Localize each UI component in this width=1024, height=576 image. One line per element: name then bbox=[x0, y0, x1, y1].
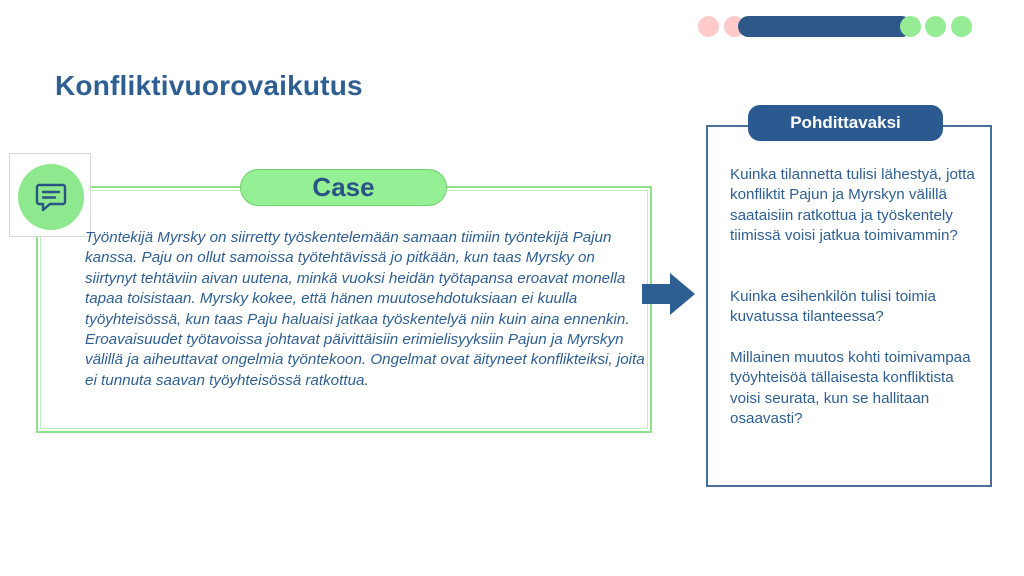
case-icon-frame bbox=[9, 153, 91, 237]
chat-bubble-icon bbox=[32, 178, 70, 216]
reflection-question-3: Millainen muutos kohti toimivampaa työyhteisöä tällaisesta konfliktista voisi seurata, kun se hallitaan osaavasti? bbox=[730, 349, 971, 428]
reflection-question-2: Kuinka esihenkilön tulisi toimia kuvatussa tilanteessa? bbox=[730, 288, 936, 326]
case-label: Case bbox=[240, 169, 447, 206]
reflection-label: Pohdittavaksi bbox=[748, 105, 943, 141]
reflection-question-1: Kuinka tilannetta tulisi lähestyä, jotta konfliktit Pajun ja Myrskyn välillä saataisiin ratkottua ja työskentely tiimissä voisi jatkua toimivammin? bbox=[730, 166, 975, 245]
decor-dot-pink-1 bbox=[698, 16, 719, 37]
decor-dot-green-2 bbox=[925, 16, 946, 37]
case-icon-circle bbox=[18, 164, 84, 230]
arrow-right-icon bbox=[642, 272, 696, 316]
decor-dot-green-1 bbox=[900, 16, 921, 37]
decor-progress-bar bbox=[738, 16, 912, 37]
case-description: Työntekijä Myrsky on siirretty työskentelemään samaan tiimiin työntekijä Pajun kanssa. Paju on ollut samoissa työtehtävissä jo pitkään, kun taas Myrsky on siirtynyt tehtäviin aivan uutena, minkä vuoksi heidän työtapansa eroavat monella tapaa toisistaan. Myrsky kokee, että hänen muutosehdotuksiaan ei kuulla työyhteisössä, kun taas Paju haluaisi jatkaa työskentelyä niin kuin aina ennenkin. Eroavaisuudet työtavoissa johtavat päivittäisiin erimielisyyksiin Pajun ja Myrskyn välillä ja aiheuttavat ongelmia työntekoon. Ongelmat ovat äityneet konflikteiksi, joita ei tunnuta saavan työyhteisössä ratkottua. bbox=[85, 229, 645, 389]
decor-dot-green-3 bbox=[951, 16, 972, 37]
page-title: Konfliktivuorovaikutus bbox=[55, 70, 363, 101]
